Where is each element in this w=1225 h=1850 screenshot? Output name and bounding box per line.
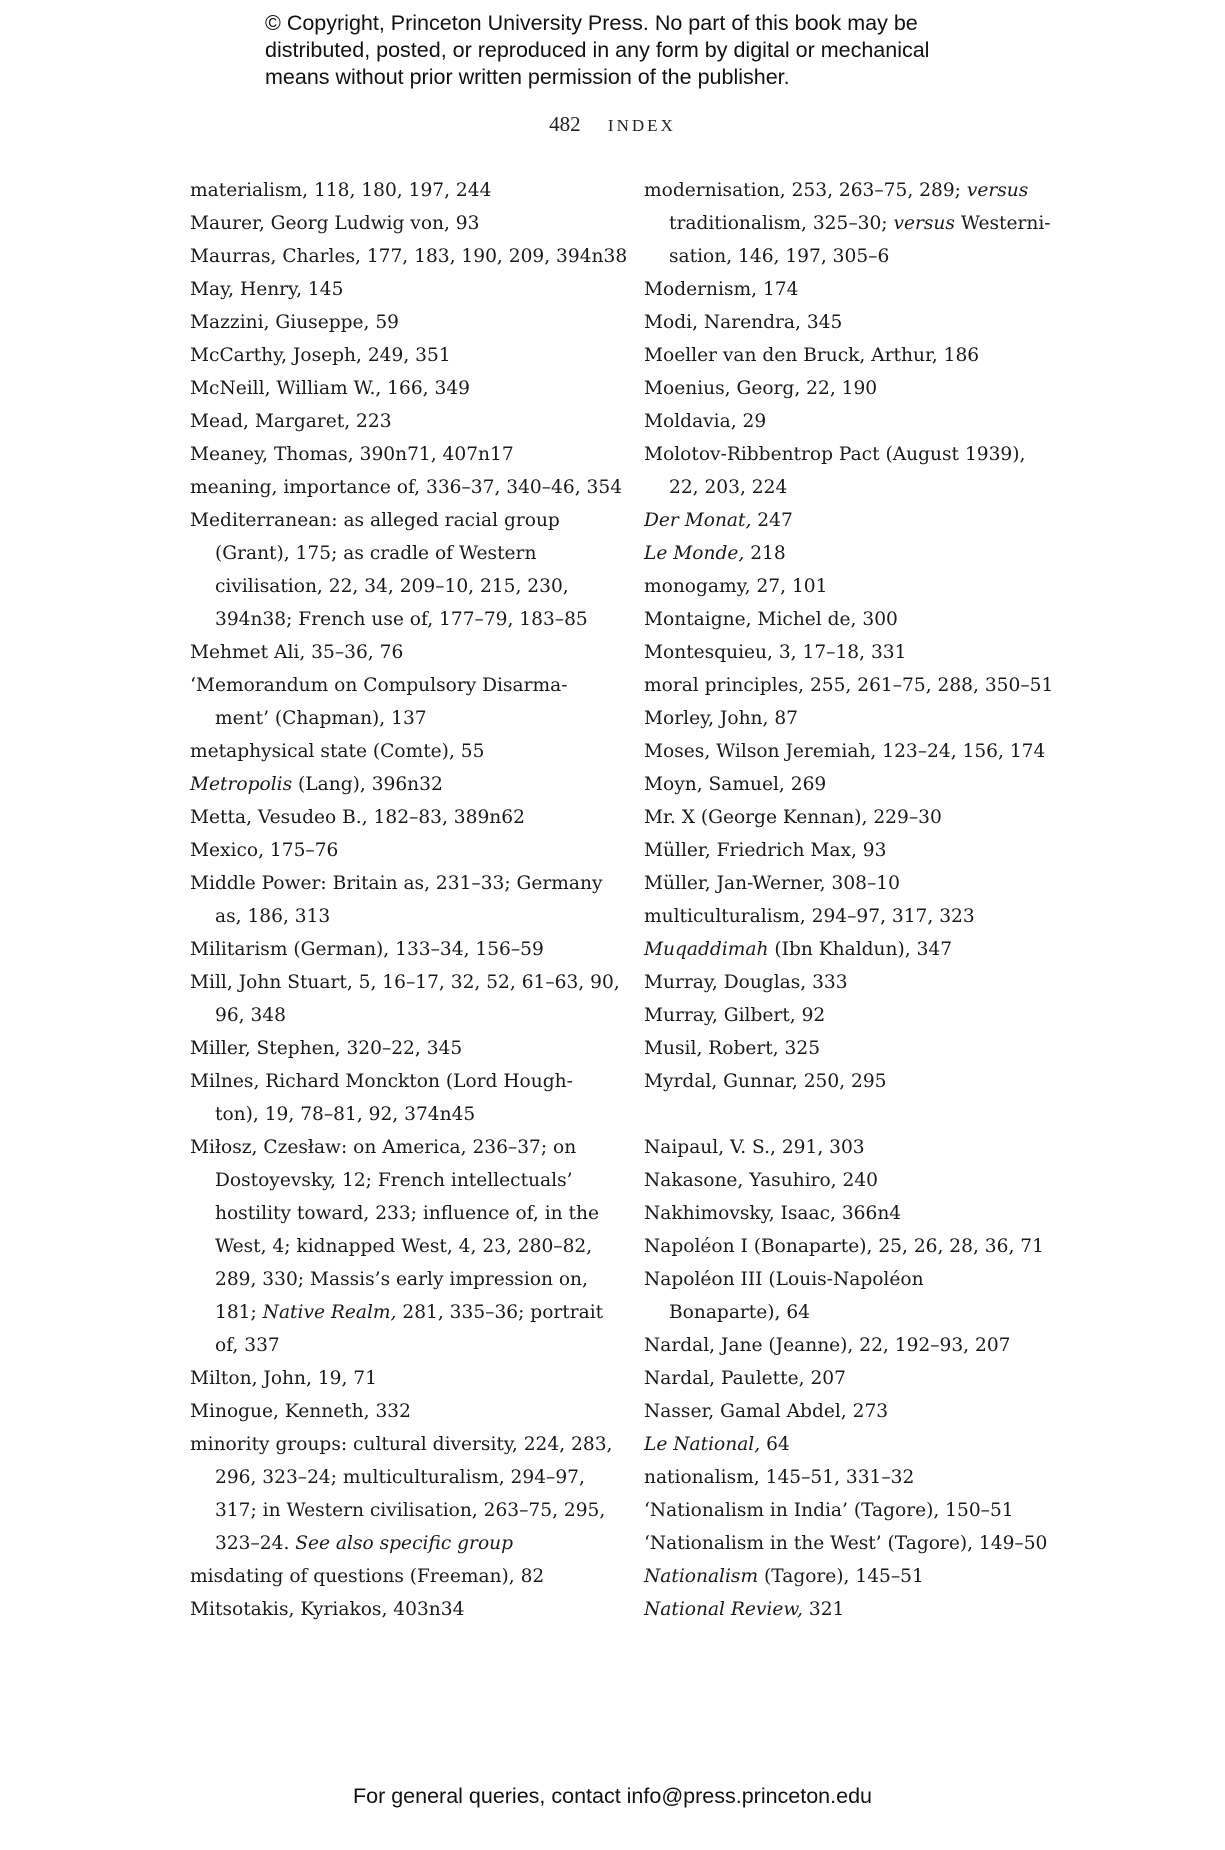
section-spacer	[644, 1098, 1074, 1131]
index-entry: Nardal, Paulette, 207	[644, 1368, 846, 1389]
index-entry: Napoléon III (Louis-Napoléon Bonaparte), 64	[644, 1269, 924, 1323]
index-entry: Le Monde, 218	[644, 543, 786, 564]
copyright-line: distributed, posted, or reproduced in any form by digital or mechanical	[265, 38, 930, 62]
index-entry: metaphysical state (Comte), 55	[190, 741, 485, 762]
index-entry: Mr. X (George Kennan), 229–30	[644, 807, 942, 828]
index-entry: Moldavia, 29	[644, 411, 767, 432]
index-entry: materialism, 118, 180, 197, 244	[190, 180, 492, 201]
index-entry: Nakasone, Yasuhiro, 240	[644, 1170, 878, 1191]
index-entry: moral principles, 255, 261–75, 288, 350–51	[644, 675, 1054, 696]
index-entry: Murray, Gilbert, 92	[644, 1005, 826, 1026]
index-entry: misdating of questions (Freeman), 82	[190, 1566, 545, 1587]
index-entry: Napoléon I (Bonaparte), 25, 26, 28, 36, 71	[644, 1236, 1044, 1257]
index-entry: meaning, importance of, 336–37, 340–46, 354	[190, 477, 623, 498]
index-entry: Muqaddimah (Ibn Khaldun), 347	[644, 939, 953, 960]
index-entry: Nardal, Jane (Jeanne), 22, 192–93, 207	[644, 1335, 1011, 1356]
index-entry: Murray, Douglas, 333	[644, 972, 848, 993]
index-entry: May, Henry, 145	[190, 279, 344, 300]
index-entry: ‘Nationalism in India’ (Tagore), 150–51	[644, 1500, 1014, 1521]
footer-contact: For general queries, contact info@press.princeton.edu	[352, 1784, 872, 1808]
index-entry: Morley, John, 87	[644, 708, 799, 729]
page-number: 482	[549, 112, 581, 136]
index-entry: ‘Nationalism in the West’ (Tagore), 149–50	[644, 1533, 1048, 1554]
index-entry: Mitsotakis, Kyriakos, 403n34	[190, 1599, 465, 1620]
index-entry: Musil, Robert, 325	[644, 1038, 821, 1059]
index-entry: Miłosz, Czesław: on America, 236–37; on Dostoyevsky, 12; French intellectuals’ hostility toward, 233; influence of, in the West, 4; kidnapped West, 4, 23, 280–82, 289, 330; Massis’s early impression on, 181; Native Realm, 281, 335–36; portrait of, 337	[190, 1137, 604, 1356]
index-entry: ‘Memorandum on Compulsory Disarma- ment’ (Chapman), 137	[190, 675, 568, 729]
index-entry: Der Monat, 247	[644, 510, 793, 531]
index-entry: McNeill, William W., 166, 349	[190, 378, 470, 399]
index-entry: Mehmet Ali, 35–36, 76	[190, 642, 404, 663]
index-entry: National Review, 321	[644, 1599, 845, 1620]
index-entry: Miller, Stephen, 320–22, 345	[190, 1038, 463, 1059]
running-head	[0, 112, 1225, 137]
index-entry: Militarism (German), 133–34, 156–59	[190, 939, 544, 960]
section-title: INDEX	[607, 116, 676, 135]
index-entry: Metta, Vesudeo B., 182–83, 389n62	[190, 807, 525, 828]
index-entry: Maurer, Georg Ludwig von, 93	[190, 213, 480, 234]
index-entry: Müller, Friedrich Max, 93	[644, 840, 887, 861]
index-entry: Modi, Narendra, 345	[644, 312, 843, 333]
index-entry: Montaigne, Michel de, 300	[644, 609, 898, 630]
index-entry: Moeller van den Bruck, Arthur, 186	[644, 345, 980, 366]
index-entry: Nakhimovsky, Isaac, 366n4	[644, 1203, 902, 1224]
index-entry: Mexico, 175–76	[190, 840, 339, 861]
index-column-left	[190, 174, 628, 1626]
index-entry: Mill, John Stuart, 5, 16–17, 32, 52, 61–63, 90, 96, 348	[190, 972, 620, 1026]
index-entry: monogamy, 27, 101	[644, 576, 828, 597]
index-entry: Minogue, Kenneth, 332	[190, 1401, 411, 1422]
index-entry: Maurras, Charles, 177, 183, 190, 209, 394n38	[190, 246, 628, 267]
index-entry: Montesquieu, 3, 17–18, 331	[644, 642, 907, 663]
index-entry: nationalism, 145–51, 331–32	[644, 1467, 915, 1488]
index-entry: Nasser, Gamal Abdel, 273	[644, 1401, 889, 1422]
copyright-notice	[265, 10, 985, 91]
copyright-line: © Copyright, Princeton University Press. No part of this book may be	[265, 11, 918, 35]
copyright-line: means without prior written permission of the publisher.	[265, 65, 790, 89]
index-entry: Naipaul, V. S., 291, 303	[644, 1137, 865, 1158]
index-entry: Mediterranean: as alleged racial group (Grant), 175; as cradle of Western civilisation, 22, 34, 209–10, 215, 230, 394n38; French use of, 177–79, 183–85	[190, 510, 588, 630]
index-entry: Middle Power: Britain as, 231–33; Germany as, 186, 313	[190, 873, 603, 927]
index-entry: modernisation, 253, 263–75, 289; versus traditionalism, 325–30; versus Westerni- sation, 146, 197, 305–6	[644, 180, 1051, 267]
index-entry: Meaney, Thomas, 390n71, 407n17	[190, 444, 514, 465]
index-entry: Nationalism (Tagore), 145–51	[644, 1566, 924, 1587]
index-entry: McCarthy, Joseph, 249, 351	[190, 345, 451, 366]
index-entry: minority groups: cultural diversity, 224, 283, 296, 323–24; multiculturalism, 294–97, 317; in Western civilisation, 263–75, 295, 323–24. See also specific group	[190, 1434, 613, 1554]
index-entry: Modernism, 174	[644, 279, 799, 300]
index-entry: Mead, Margaret, 223	[190, 411, 392, 432]
index-column-right	[644, 174, 1074, 1626]
index-entry: Moenius, Georg, 22, 190	[644, 378, 878, 399]
index-entry: Müller, Jan-Werner, 308–10	[644, 873, 900, 894]
index-entry: multiculturalism, 294–97, 317, 323	[644, 906, 975, 927]
index-entry: Molotov-Ribbentrop Pact (August 1939), 22, 203, 224	[644, 444, 1026, 498]
index-entry: Milnes, Richard Monckton (Lord Hough- ton), 19, 78–81, 92, 374n45	[190, 1071, 573, 1125]
index-entry: Moses, Wilson Jeremiah, 123–24, 156, 174	[644, 741, 1046, 762]
index-entry: Le National, 64	[644, 1434, 790, 1455]
index-entry: Myrdal, Gunnar, 250, 295	[644, 1071, 887, 1092]
index-entry: Mazzini, Giuseppe, 59	[190, 312, 400, 333]
index-entry: Metropolis (Lang), 396n32	[190, 774, 443, 795]
index-entry: Milton, John, 19, 71	[190, 1368, 377, 1389]
index-entry: Moyn, Samuel, 269	[644, 774, 827, 795]
